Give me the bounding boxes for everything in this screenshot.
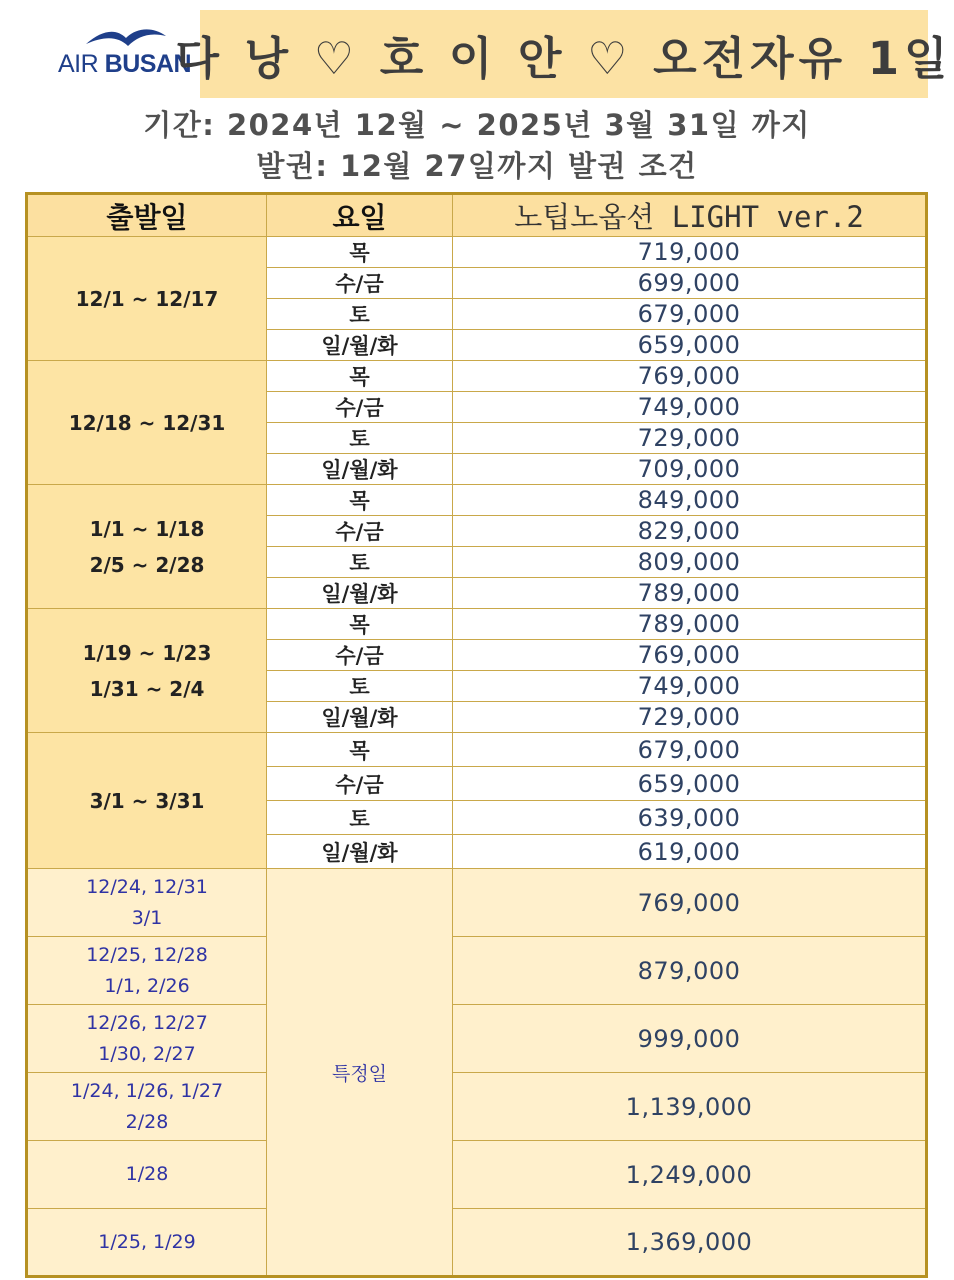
price-cell: 639,000 — [453, 801, 927, 835]
table-row — [27, 733, 927, 767]
weekday-cell: 일/월/화 — [267, 454, 453, 485]
special-date-cell — [27, 869, 267, 937]
price-cell: 789,000 — [453, 609, 927, 640]
special-date: 12/26, 12/27 — [86, 1011, 208, 1034]
special-date: 1/24, 1/26, 1/27 — [70, 1079, 224, 1102]
departure-date-range: 1/31 ~ 2/4 — [89, 676, 205, 701]
special-date: 1/25, 1/29 — [98, 1230, 196, 1253]
special-date: 1/30, 2/27 — [98, 1042, 196, 1065]
weekday-cell: 토 — [267, 671, 453, 702]
departure-date-range: 12/1 ~ 12/17 — [75, 286, 219, 311]
price-cell: 749,000 — [453, 671, 927, 702]
special-date: 1/1, 2/26 — [104, 974, 190, 997]
price-cell: 809,000 — [453, 547, 927, 578]
departure-date-cell — [27, 237, 267, 361]
weekday-cell: 목 — [267, 609, 453, 640]
price-cell: 749,000 — [453, 392, 927, 423]
departure-date-range: 2/5 ~ 2/28 — [89, 552, 205, 577]
departure-date-cell — [27, 733, 267, 869]
special-price-cell: 769,000 — [453, 869, 927, 937]
weekday-cell: 일/월/화 — [267, 578, 453, 609]
special-table-row — [27, 1141, 927, 1209]
weekday-cell: 일/월/화 — [267, 330, 453, 361]
price-cell: 729,000 — [453, 702, 927, 733]
logo-text: AIR BUSAN — [58, 50, 192, 78]
special-price-cell: 1,139,000 — [453, 1073, 927, 1141]
special-date: 12/24, 12/31 — [86, 875, 208, 898]
special-table-row — [27, 1005, 927, 1073]
weekday-cell: 수/금 — [267, 640, 453, 671]
departure-date-range: 12/18 ~ 12/31 — [68, 410, 226, 435]
title-banner — [175, 10, 953, 98]
weekday-cell: 수/금 — [267, 392, 453, 423]
departure-date-cell — [27, 609, 267, 733]
departure-date-cell — [27, 361, 267, 485]
price-cell: 849,000 — [453, 485, 927, 516]
price-cell: 699,000 — [453, 268, 927, 299]
ticketing-subtitle: 발권: 12월 27일까지 발권 조건 — [256, 149, 698, 183]
special-date: 1/28 — [125, 1163, 169, 1185]
price-cell: 679,000 — [453, 733, 927, 767]
weekday-cell: 수/금 — [267, 767, 453, 801]
special-table-row — [27, 869, 927, 937]
air-busan-logo — [56, 24, 192, 84]
price-cell: 659,000 — [453, 767, 927, 801]
special-date-cell — [27, 1073, 267, 1141]
price-cell: 619,000 — [453, 835, 927, 869]
special-table-row — [27, 1073, 927, 1141]
special-price-cell: 999,000 — [453, 1005, 927, 1073]
special-price-cell: 1,369,000 — [453, 1209, 927, 1277]
weekday-cell: 일/월/화 — [267, 835, 453, 869]
weekday-cell: 토 — [267, 299, 453, 330]
price-cell: 829,000 — [453, 516, 927, 547]
special-date-cell — [27, 1209, 267, 1277]
weekday-cell: 목 — [267, 485, 453, 516]
special-date-cell — [27, 937, 267, 1005]
departure-date-range: 3/1 ~ 3/31 — [89, 788, 205, 813]
departure-date-cell — [27, 485, 267, 609]
weekday-cell: 토 — [267, 801, 453, 835]
price-cell: 729,000 — [453, 423, 927, 454]
weekday-cell: 토 — [267, 423, 453, 454]
special-date-cell — [27, 1005, 267, 1073]
page-title: 다 낭 ♡ 호 이 안 ♡ 오전자유 1일 — [175, 31, 953, 85]
weekday-cell: 수/금 — [267, 268, 453, 299]
weekday-cell: 목 — [267, 733, 453, 767]
special-price-cell: 1,249,000 — [453, 1141, 927, 1209]
period-subtitle: 기간: 2024년 12월 ~ 2025년 3월 31일 까지 — [143, 108, 811, 142]
table-row — [27, 237, 927, 268]
departure-date-range: 1/1 ~ 1/18 — [89, 516, 205, 541]
table-row — [27, 609, 927, 640]
weekday-cell: 목 — [267, 361, 453, 392]
table-row — [27, 485, 927, 516]
weekday-cell: 수/금 — [267, 516, 453, 547]
special-table-row — [27, 1209, 927, 1277]
header-price: 노팁노옵션 LIGHT ver.2 — [453, 194, 927, 237]
special-day-label: 특정일 — [267, 869, 453, 1277]
price-cell: 719,000 — [453, 237, 927, 268]
weekday-cell: 일/월/화 — [267, 702, 453, 733]
table-header-row — [27, 194, 927, 237]
price-table — [25, 192, 928, 1278]
departure-date-range: 1/19 ~ 1/23 — [82, 640, 212, 665]
price-cell: 789,000 — [453, 578, 927, 609]
header-day: 요일 — [267, 194, 453, 237]
price-cell: 679,000 — [453, 299, 927, 330]
seagull-icon — [84, 24, 168, 50]
weekday-cell: 목 — [267, 237, 453, 268]
special-date-cell — [27, 1141, 267, 1209]
price-cell: 709,000 — [453, 454, 927, 485]
table-row — [27, 361, 927, 392]
price-cell: 659,000 — [453, 330, 927, 361]
price-cell: 769,000 — [453, 640, 927, 671]
special-price-cell: 879,000 — [453, 937, 927, 1005]
special-date: 12/25, 12/28 — [86, 943, 208, 966]
price-cell: 769,000 — [453, 361, 927, 392]
special-date: 3/1 — [131, 906, 163, 929]
special-date: 2/28 — [125, 1110, 169, 1133]
header-departure-date: 출발일 — [27, 194, 267, 237]
special-table-row — [27, 937, 927, 1005]
weekday-cell: 토 — [267, 547, 453, 578]
